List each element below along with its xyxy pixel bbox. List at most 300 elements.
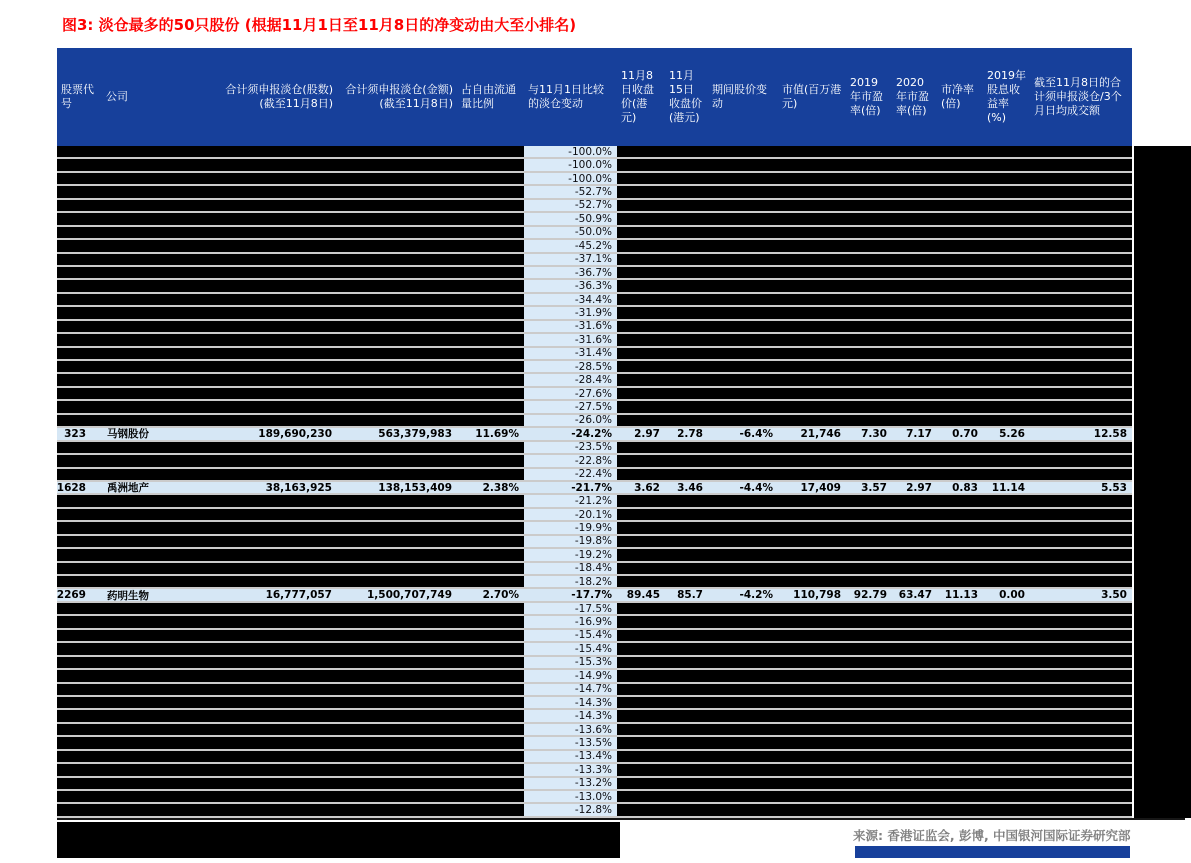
cell-code	[57, 374, 102, 385]
cell-change: -12.8%	[524, 804, 617, 815]
cell-pb	[937, 509, 983, 520]
cell-price_change	[708, 227, 778, 238]
cell-company	[102, 307, 212, 318]
cell-float_pct	[457, 415, 524, 426]
cell-amount	[337, 388, 457, 399]
cell-yield_2019	[983, 603, 1030, 614]
cell-pe_2020	[892, 200, 937, 211]
table-row-redacted	[57, 361, 1132, 374]
cell-amount	[337, 737, 457, 748]
cell-yield_2019	[983, 657, 1030, 668]
cell-close_1108	[617, 643, 665, 654]
cell-close_1108	[617, 294, 665, 305]
cell-float_pct	[457, 227, 524, 238]
column-header-change: 与11月1日比较的淡仓变动	[528, 83, 604, 110]
cell-pe_2020	[892, 657, 937, 668]
cell-mkt_cap	[778, 804, 846, 815]
cell-pe_2020	[892, 495, 937, 506]
cell-amount	[337, 536, 457, 547]
cell-amount	[337, 469, 457, 480]
table-row-redacted	[57, 616, 1132, 629]
cell-code	[57, 307, 102, 318]
cell-turnover	[1030, 334, 1132, 345]
cell-price_change	[708, 576, 778, 587]
table-row-redacted	[57, 630, 1132, 643]
cell-yield_2019	[983, 616, 1030, 627]
cell-pe_2020	[892, 374, 937, 385]
cell-turnover	[1030, 401, 1132, 412]
cell-float_pct	[457, 159, 524, 170]
cell-pb	[937, 200, 983, 211]
cell-price_change	[708, 630, 778, 641]
cell-pb	[937, 751, 983, 762]
cell-amount	[337, 455, 457, 466]
cell-turnover	[1030, 227, 1132, 238]
cell-close_1115	[665, 509, 708, 520]
cell-code	[57, 294, 102, 305]
cell-close_1115	[665, 576, 708, 587]
cell-mkt_cap	[778, 603, 846, 614]
table-row-redacted	[57, 455, 1132, 468]
cell-turnover: 12.58	[1093, 428, 1127, 440]
cell-amount	[337, 670, 457, 681]
cell-shares	[212, 294, 337, 305]
cell-close_1108: 89.45	[626, 589, 660, 601]
table-row-redacted	[57, 415, 1132, 428]
cell-pe_2019	[846, 294, 892, 305]
cell-turnover	[1030, 764, 1132, 775]
cell-shares	[212, 442, 337, 453]
cell-company	[102, 146, 212, 157]
cell-pe_2020	[892, 616, 937, 627]
cell-turnover	[1030, 213, 1132, 224]
cell-pe_2019	[846, 495, 892, 506]
cell-mkt_cap	[778, 778, 846, 789]
cell-amount	[337, 724, 457, 735]
cell-yield_2019	[983, 455, 1030, 466]
cell-pe_2019	[846, 616, 892, 627]
cell-pe_2019	[846, 321, 892, 332]
cell-change: -13.2%	[524, 778, 617, 789]
cell-float_pct	[457, 670, 524, 681]
cell-yield_2019	[983, 321, 1030, 332]
cell-pb	[937, 469, 983, 480]
cell-company	[102, 657, 212, 668]
cell-close_1115	[665, 549, 708, 560]
cell-close_1115: 2.78	[677, 428, 703, 440]
cell-shares	[212, 724, 337, 735]
cell-pb	[937, 778, 983, 789]
cell-pb	[937, 254, 983, 265]
cell-pe_2019	[846, 388, 892, 399]
cell-amount	[337, 280, 457, 291]
cell-shares	[212, 321, 337, 332]
cell-change: -100.0%	[524, 173, 617, 184]
cell-change: -31.6%	[524, 321, 617, 332]
cell-close_1115	[665, 146, 708, 157]
cell-pb	[937, 442, 983, 453]
cell-pb	[937, 495, 983, 506]
cell-change: -100.0%	[524, 159, 617, 170]
cell-company	[102, 415, 212, 426]
cell-code	[57, 603, 102, 614]
cell-amount	[337, 348, 457, 359]
cell-shares	[212, 173, 337, 184]
cell-mkt_cap	[778, 173, 846, 184]
cell-shares	[212, 536, 337, 547]
cell-pe_2019	[846, 778, 892, 789]
cell-company	[102, 280, 212, 291]
cell-company	[102, 643, 212, 654]
cell-mkt_cap	[778, 751, 846, 762]
cell-close_1115	[665, 670, 708, 681]
cell-turnover	[1030, 549, 1132, 560]
cell-code	[57, 254, 102, 265]
cell-shares	[212, 213, 337, 224]
column-header-code: 股票代号	[61, 83, 94, 110]
cell-float_pct	[457, 307, 524, 318]
cell-pe_2019	[846, 254, 892, 265]
cell-turnover	[1030, 737, 1132, 748]
cell-price_change	[708, 804, 778, 815]
cell-change: -24.2%	[571, 428, 612, 440]
cell-mkt_cap	[778, 724, 846, 735]
cell-close_1108	[617, 159, 665, 170]
cell-pe_2020	[892, 643, 937, 654]
cell-mkt_cap	[778, 710, 846, 721]
cell-pe_2019	[846, 737, 892, 748]
cell-code	[57, 764, 102, 775]
cell-yield_2019: 11.14	[991, 481, 1025, 494]
cell-close_1115	[665, 684, 708, 695]
cell-code	[57, 804, 102, 815]
cell-close_1115	[665, 710, 708, 721]
column-header-pe_2019: 2019年市盈率(倍)	[850, 76, 883, 117]
cell-mkt_cap	[778, 630, 846, 641]
cell-close_1115	[665, 388, 708, 399]
cell-pe_2020	[892, 804, 937, 815]
footer-accent-bar	[855, 846, 1130, 858]
cell-turnover	[1030, 804, 1132, 815]
cell-shares	[212, 751, 337, 762]
table-row-redacted	[57, 549, 1132, 562]
table-row-redacted	[57, 374, 1132, 387]
cell-turnover	[1030, 374, 1132, 385]
cell-change: -15.3%	[524, 657, 617, 668]
cell-price_change	[708, 710, 778, 721]
cell-company	[102, 442, 212, 453]
cell-price_change	[708, 294, 778, 305]
cell-code	[57, 697, 102, 708]
cell-company	[102, 186, 212, 197]
cell-pb	[937, 684, 983, 695]
cell-pe_2020: 7.17	[906, 428, 932, 440]
cell-change: -28.5%	[524, 361, 617, 372]
cell-turnover	[1030, 280, 1132, 291]
cell-price_change	[708, 697, 778, 708]
cell-pe_2019	[846, 710, 892, 721]
cell-pe_2020	[892, 791, 937, 802]
table-row-redacted	[57, 442, 1132, 455]
cell-code	[57, 186, 102, 197]
cell-yield_2019	[983, 401, 1030, 412]
column-header-company: 公司	[106, 90, 128, 103]
cell-turnover	[1030, 455, 1132, 466]
cell-change: -19.8%	[524, 536, 617, 547]
cell-company	[102, 159, 212, 170]
cell-yield_2019	[983, 549, 1030, 560]
cell-float_pct: 2.38%	[482, 481, 519, 494]
cell-close_1115	[665, 227, 708, 238]
cell-pe_2019	[846, 657, 892, 668]
cell-close_1115	[665, 267, 708, 278]
cell-code	[57, 213, 102, 224]
cell-yield_2019	[983, 200, 1030, 211]
cell-price_change	[708, 616, 778, 627]
cell-turnover	[1030, 240, 1132, 251]
cell-change: -50.0%	[524, 227, 617, 238]
cell-close_1115	[665, 657, 708, 668]
cell-price_change: -6.4%	[739, 428, 773, 440]
cell-pe_2020	[892, 173, 937, 184]
cell-pe_2020	[892, 469, 937, 480]
cell-yield_2019	[983, 791, 1030, 802]
cell-pb	[937, 146, 983, 157]
cell-mkt_cap	[778, 684, 846, 695]
cell-shares	[212, 670, 337, 681]
cell-close_1108	[617, 186, 665, 197]
cell-shares	[212, 254, 337, 265]
cell-pb	[937, 710, 983, 721]
cell-close_1115	[665, 764, 708, 775]
cell-mkt_cap	[778, 280, 846, 291]
cell-close_1115	[665, 442, 708, 453]
cell-amount	[337, 361, 457, 372]
table-row-redacted	[57, 186, 1132, 199]
table-header-row	[57, 48, 1132, 146]
cell-close_1108	[617, 764, 665, 775]
cell-pe_2019	[846, 442, 892, 453]
cell-turnover	[1030, 751, 1132, 762]
cell-mkt_cap	[778, 415, 846, 426]
cell-turnover	[1030, 791, 1132, 802]
cell-price_change: -4.4%	[739, 481, 773, 494]
cell-change: -13.3%	[524, 764, 617, 775]
cell-pe_2019	[846, 401, 892, 412]
cell-close_1115	[665, 213, 708, 224]
cell-close_1115	[665, 307, 708, 318]
table-row-redacted	[57, 254, 1132, 267]
cell-turnover	[1030, 442, 1132, 453]
cell-shares	[212, 657, 337, 668]
cell-turnover	[1030, 495, 1132, 506]
cell-pb	[937, 630, 983, 641]
cell-close_1115	[665, 415, 708, 426]
cell-pb	[937, 455, 983, 466]
cell-code	[57, 522, 102, 533]
cell-close_1108	[617, 657, 665, 668]
cell-mkt_cap	[778, 670, 846, 681]
cell-price_change	[708, 549, 778, 560]
cell-pb	[937, 388, 983, 399]
cell-float_pct	[457, 509, 524, 520]
column-header-pb: 市净率(倍)	[941, 83, 974, 110]
cell-float_pct	[457, 294, 524, 305]
cell-turnover	[1030, 294, 1132, 305]
cell-close_1115	[665, 643, 708, 654]
cell-price_change: -4.2%	[739, 589, 773, 601]
cell-shares	[212, 616, 337, 627]
cell-company	[102, 791, 212, 802]
cell-amount	[337, 200, 457, 211]
cell-close_1115	[665, 616, 708, 627]
cell-change: -16.9%	[524, 616, 617, 627]
cell-pb	[937, 737, 983, 748]
table-row-redacted	[57, 213, 1132, 226]
table-bottom-rule	[57, 818, 1185, 820]
cell-amount	[337, 401, 457, 412]
table-row-redacted	[57, 563, 1132, 576]
cell-pe_2019	[846, 724, 892, 735]
cell-company	[102, 173, 212, 184]
cell-amount	[337, 576, 457, 587]
cell-company	[102, 455, 212, 466]
cell-yield_2019	[983, 684, 1030, 695]
cell-close_1108	[617, 200, 665, 211]
cell-company	[102, 549, 212, 560]
cell-code	[57, 495, 102, 506]
cell-code	[57, 200, 102, 211]
cell-price_change	[708, 657, 778, 668]
cell-pe_2020	[892, 146, 937, 157]
cell-close_1115: 85.7	[677, 589, 703, 601]
cell-yield_2019	[983, 374, 1030, 385]
cell-mkt_cap	[778, 643, 846, 654]
cell-pe_2019	[846, 455, 892, 466]
cell-code	[57, 388, 102, 399]
cell-code	[57, 321, 102, 332]
cell-pe_2019	[846, 415, 892, 426]
table-row-redacted	[57, 146, 1132, 159]
cell-pe_2019	[846, 361, 892, 372]
cell-code	[57, 348, 102, 359]
cell-shares	[212, 455, 337, 466]
cell-pe_2020	[892, 751, 937, 762]
cell-pe_2020	[892, 348, 937, 359]
cell-yield_2019	[983, 213, 1030, 224]
cell-float_pct	[457, 697, 524, 708]
cell-company	[102, 670, 212, 681]
cell-turnover	[1030, 576, 1132, 587]
cell-pe_2019	[846, 307, 892, 318]
cell-price_change	[708, 791, 778, 802]
cell-change: -14.7%	[524, 684, 617, 695]
cell-amount	[337, 213, 457, 224]
cell-pe_2020	[892, 522, 937, 533]
cell-mkt_cap: 17,409	[800, 481, 841, 494]
cell-close_1108	[617, 388, 665, 399]
cell-shares: 16,777,057	[265, 589, 332, 601]
cell-amount	[337, 684, 457, 695]
cell-company	[102, 240, 212, 251]
cell-pe_2020	[892, 549, 937, 560]
column-header-close_1115: 11月15日收盘价(港元)	[669, 69, 702, 124]
cell-pe_2020	[892, 563, 937, 574]
table-row-redacted	[57, 159, 1132, 172]
cell-close_1115	[665, 321, 708, 332]
cell-turnover: 5.53	[1101, 481, 1127, 494]
cell-turnover	[1030, 388, 1132, 399]
cell-shares	[212, 737, 337, 748]
cell-company	[102, 616, 212, 627]
cell-change: -37.1%	[524, 254, 617, 265]
cell-close_1108	[617, 334, 665, 345]
cell-pb	[937, 536, 983, 547]
cell-shares	[212, 401, 337, 412]
cell-float_pct	[457, 254, 524, 265]
cell-yield_2019	[983, 495, 1030, 506]
cell-mkt_cap	[778, 549, 846, 560]
cell-float_pct	[457, 361, 524, 372]
cell-price_change	[708, 778, 778, 789]
cell-shares	[212, 710, 337, 721]
cell-float_pct	[457, 778, 524, 789]
cell-yield_2019	[983, 294, 1030, 305]
cell-pe_2020	[892, 361, 937, 372]
table-row-redacted	[57, 778, 1132, 791]
cell-pe_2020	[892, 415, 937, 426]
cell-close_1115	[665, 280, 708, 291]
cell-pe_2020	[892, 294, 937, 305]
cell-amount: 563,379,983	[378, 428, 452, 440]
cell-change: -36.7%	[524, 267, 617, 278]
cell-turnover	[1030, 146, 1132, 157]
cell-pb	[937, 657, 983, 668]
cell-yield_2019	[983, 442, 1030, 453]
cell-pb	[937, 415, 983, 426]
cell-company	[102, 334, 212, 345]
cell-close_1108	[617, 361, 665, 372]
cell-change: -13.5%	[524, 737, 617, 748]
cell-pe_2019	[846, 334, 892, 345]
table-row-redacted	[57, 509, 1132, 522]
table-row-redacted	[57, 697, 1132, 710]
cell-close_1108	[617, 374, 665, 385]
cell-code	[57, 469, 102, 480]
cell-close_1115	[665, 455, 708, 466]
table-row	[57, 589, 1132, 602]
table-row-redacted	[57, 603, 1132, 616]
cell-mkt_cap	[778, 509, 846, 520]
cell-pb: 0.83	[952, 481, 978, 494]
cell-pb	[937, 697, 983, 708]
cell-amount	[337, 509, 457, 520]
cell-amount	[337, 442, 457, 453]
cell-pe_2020	[892, 536, 937, 547]
table-row-redacted	[57, 670, 1132, 683]
cell-pb	[937, 227, 983, 238]
cell-price_change	[708, 401, 778, 412]
cell-code	[57, 361, 102, 372]
cell-shares	[212, 415, 337, 426]
cell-amount	[337, 522, 457, 533]
cell-close_1108	[617, 442, 665, 453]
cell-price_change	[708, 307, 778, 318]
cell-pb	[937, 522, 983, 533]
cell-close_1115	[665, 724, 708, 735]
cell-change: -17.7%	[571, 589, 612, 601]
cell-close_1108	[617, 254, 665, 265]
